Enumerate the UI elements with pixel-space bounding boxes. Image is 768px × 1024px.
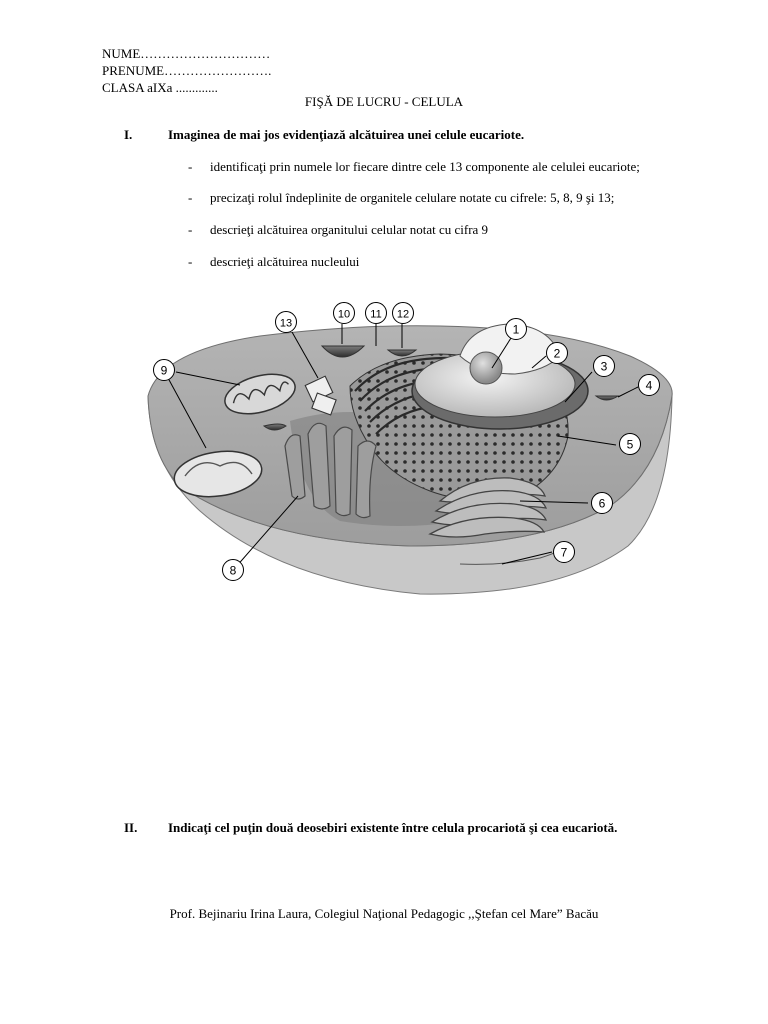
eukaryotic-cell-diagram bbox=[140, 296, 680, 606]
label-circle-8 bbox=[223, 560, 244, 581]
bullet-dash: - bbox=[188, 222, 193, 237]
label-circle-5 bbox=[620, 434, 641, 455]
svg-text:11: 11 bbox=[370, 308, 382, 321]
label-circle-3 bbox=[594, 356, 615, 377]
label-circle-4 bbox=[639, 375, 660, 396]
svg-text:6: 6 bbox=[598, 496, 606, 511]
bullet-item-3: descrieţi alcătuirea organitului celular notat cu cifra 9 bbox=[210, 222, 489, 237]
header-nume: NUME………………………… bbox=[102, 46, 271, 61]
label-circle-12 bbox=[393, 303, 414, 324]
svg-text:1: 1 bbox=[512, 322, 520, 337]
svg-text:12: 12 bbox=[396, 308, 410, 321]
label-circle-2 bbox=[547, 343, 568, 364]
label-circle-11 bbox=[366, 303, 387, 324]
svg-text:13: 13 bbox=[279, 317, 293, 330]
bullet-dash: - bbox=[188, 254, 193, 269]
bullet-dash: - bbox=[188, 190, 193, 205]
label-circle-7 bbox=[554, 542, 575, 563]
label-circle-6 bbox=[592, 493, 613, 514]
nucleolus bbox=[470, 352, 502, 384]
header-prenume: PRENUME……………………. bbox=[102, 63, 272, 78]
bullet-item-2: precizaţi rolul îndeplinite de organitele celulare notate cu cifrele: 5, 8, 9 şi 13; bbox=[210, 190, 615, 205]
section-2-heading: Indicaţi cel puţin două deosebiri existente între celula procariotă şi cea eucariotă. bbox=[168, 820, 618, 835]
label-circle-13 bbox=[276, 312, 297, 333]
svg-text:5: 5 bbox=[626, 437, 634, 452]
label-circle-9 bbox=[154, 360, 175, 381]
label-circle-1 bbox=[506, 319, 527, 340]
header-clasa: CLASA aIXa ............. bbox=[102, 80, 218, 95]
svg-text:4: 4 bbox=[645, 378, 653, 393]
footer-author: Prof. Bejinariu Irina Laura, Colegiul Naţional Pedagogic ,,Ştefan cel Mare” Bacău bbox=[169, 906, 599, 921]
label-circle-10 bbox=[334, 303, 355, 324]
section-2-number: II. bbox=[124, 820, 138, 835]
page-title: FIŞĂ DE LUCRU - CELULA bbox=[304, 94, 464, 109]
section-1-heading: Imaginea de mai jos evidenţiază alcătuirea unei celule eucariote. bbox=[168, 127, 525, 142]
svg-text:9: 9 bbox=[160, 363, 168, 378]
svg-text:3: 3 bbox=[600, 359, 608, 374]
bullet-item-1: identificaţi prin numele lor fiecare dintre cele 13 componente ale celulei eucariote; bbox=[210, 159, 640, 174]
svg-text:10: 10 bbox=[337, 308, 351, 321]
svg-text:7: 7 bbox=[560, 545, 568, 560]
svg-text:2: 2 bbox=[553, 346, 561, 361]
section-1-number: I. bbox=[124, 127, 133, 142]
bullet-item-4: descrieţi alcătuirea nucleului bbox=[210, 254, 360, 269]
bullet-dash: - bbox=[188, 159, 193, 174]
svg-text:8: 8 bbox=[229, 563, 237, 578]
